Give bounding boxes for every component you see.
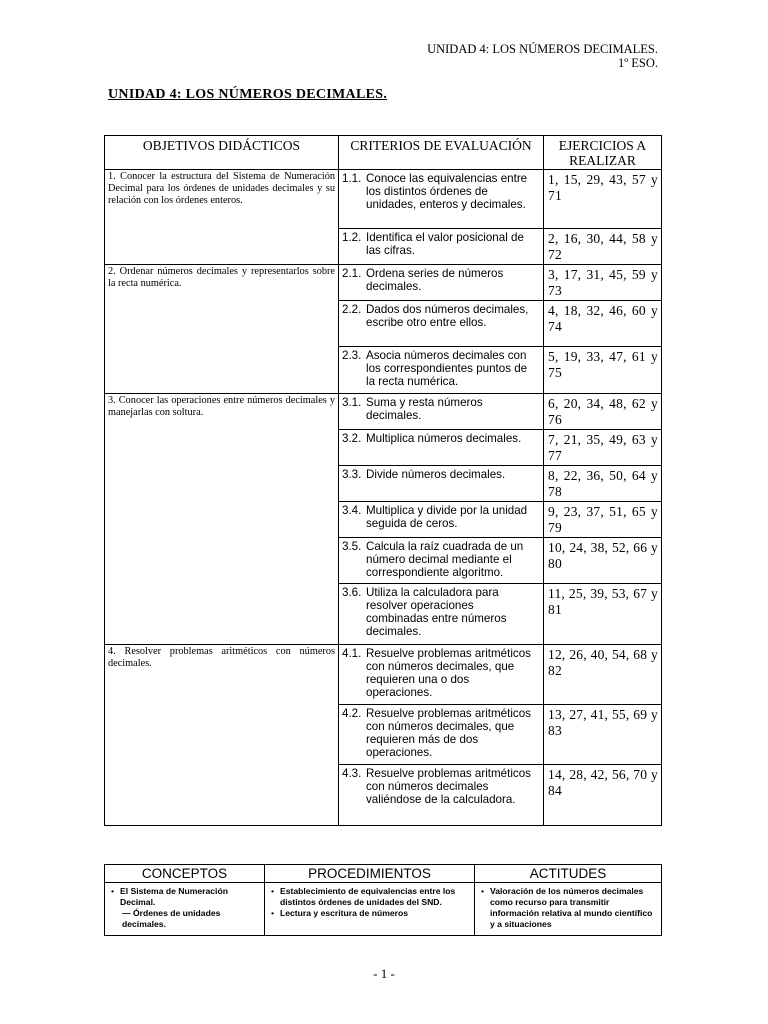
exercise-list: 3, 17, 31, 45, 59 y 73 — [544, 265, 662, 301]
criterion-number: 2.3. — [342, 349, 362, 362]
running-header — [427, 42, 658, 70]
criterion-cell — [339, 170, 544, 229]
header-unit: UNIDAD 4: LOS NÚMEROS DECIMALES. — [427, 42, 658, 56]
criterion-cell — [339, 584, 544, 645]
exercise-list: 10, 24, 38, 52, 66 y 80 — [544, 538, 662, 584]
criterion-text: Calcula la raíz cuadrada de un número decimal mediante el correspondiente algoritmo. — [366, 540, 524, 579]
procedimientos-cell — [265, 883, 475, 936]
header-procedimientos: PROCEDIMIENTOS — [265, 865, 475, 883]
conceptos-cell — [105, 883, 265, 936]
criterion-text: Ordena series de números decimales. — [366, 267, 504, 293]
criterion-cell — [339, 347, 544, 394]
criterion-text: Identifica el valor posicional de las cifras. — [366, 231, 524, 257]
objective-1: 1. Conocer la estructura del Sistema de Numeración Decimal para los órdenes de unidades decimales y su relación con los órdenes enteros. — [105, 170, 339, 265]
criterion-text: Resuelve problemas aritméticos con números decimales, que requieren una o dos operaciones. — [366, 647, 531, 699]
actitudes-cell — [475, 883, 662, 936]
criterion-number: 3.1. — [342, 396, 362, 409]
objective-3: 3. Conocer las operaciones entre números decimales y manejarlas con soltura. — [105, 394, 339, 645]
criterion-number: 3.3. — [342, 468, 362, 481]
content-table — [104, 864, 662, 936]
criterion-cell — [339, 430, 544, 466]
exercise-list: 1, 15, 29, 43, 57 y 71 — [544, 170, 662, 229]
objectives-table — [104, 135, 662, 826]
criterion-text: Resuelve problemas aritméticos con números decimales valiéndose de la calculadora. — [366, 767, 531, 806]
criterion-text: Multiplica números decimales. — [366, 432, 522, 445]
criterion-number: 4.1. — [342, 647, 362, 660]
exercise-list: 7, 21, 35, 49, 63 y 77 — [544, 430, 662, 466]
criterion-cell — [339, 705, 544, 765]
header-actitudes: ACTITUDES — [475, 865, 662, 883]
exercise-list: 14, 28, 42, 56, 70 y 84 — [544, 765, 662, 826]
criterion-cell — [339, 265, 544, 301]
table-row — [105, 645, 662, 705]
objective-4: 4. Resolver problemas aritméticos con números decimales. — [105, 645, 339, 826]
criterion-number: 2.2. — [342, 303, 362, 316]
exercise-list: 8, 22, 36, 50, 64 y 78 — [544, 466, 662, 502]
exercise-list: 9, 23, 37, 51, 65 y 79 — [544, 502, 662, 538]
table-header-row — [105, 865, 662, 883]
list-item: • El Sistema de Numeración Decimal. — [120, 886, 259, 908]
criterion-text: Divide números decimales. — [366, 468, 506, 481]
criterion-number: 3.2. — [342, 432, 362, 445]
criterion-number: 3.6. — [342, 586, 362, 599]
page-number: - 1 - — [373, 966, 395, 981]
exercise-list: 6, 20, 34, 48, 62 y 76 — [544, 394, 662, 430]
header-criterios: CRITERIOS DE EVALUACIÓN — [339, 136, 544, 170]
list-item: • Lectura y escritura de números — [280, 908, 469, 919]
header-conceptos: CONCEPTOS — [105, 865, 265, 883]
criterion-text: Multiplica y divide por la unidad seguida de ceros. — [366, 504, 528, 530]
criterion-text: Suma y resta números decimales. — [366, 396, 483, 422]
criterion-text: Dados dos números decimales, escribe otro entre ellos. — [366, 303, 529, 329]
page-title: UNIDAD 4: LOS NÚMEROS DECIMALES. — [108, 87, 388, 102]
criterion-number: 3.4. — [342, 504, 362, 517]
criterion-cell — [339, 229, 544, 265]
objective-2: 2. Ordenar números decimales y representarlos sobre la recta numérica. — [105, 265, 339, 394]
exercise-list: 5, 19, 33, 47, 61 y 75 — [544, 347, 662, 394]
criterion-number: 3.5. — [342, 540, 362, 553]
criterion-number: 1.1. — [342, 172, 362, 185]
criterion-text: Asocia números decimales con los correspondientes puntos de la recta numérica. — [366, 349, 528, 388]
table-header-row — [105, 136, 662, 170]
table-row — [105, 265, 662, 301]
criterion-cell — [339, 765, 544, 826]
exercise-list: 12, 26, 40, 54, 68 y 82 — [544, 645, 662, 705]
criterion-number: 4.3. — [342, 767, 362, 780]
criterion-text: Resuelve problemas aritméticos con números decimales, que requieren más de dos operaciones. — [366, 707, 531, 759]
table-row — [105, 170, 662, 229]
list-item: • Establecimiento de equivalencias entre los distintos órdenes de unidades del SND. — [280, 886, 469, 908]
criterion-text: Conoce las equivalencias entre los distintos órdenes de unidades, enteros y decimales. — [366, 172, 528, 211]
criterion-cell — [339, 645, 544, 705]
exercise-list: 11, 25, 39, 53, 67 y 81 — [544, 584, 662, 645]
criterion-text: Utiliza la calculadora para resolver operaciones combinadas entre números decimales. — [366, 586, 507, 638]
criterion-cell — [339, 538, 544, 584]
criterion-cell — [339, 466, 544, 502]
criterion-number: 2.1. — [342, 267, 362, 280]
criterion-cell — [339, 301, 544, 347]
header-ejercicios: EJERCICIOS A REALIZAR — [544, 136, 662, 170]
exercise-list: 4, 18, 32, 46, 60 y 74 — [544, 301, 662, 347]
header-objetivos: OBJETIVOS DIDÁCTICOS — [105, 136, 339, 170]
exercise-list: 2, 16, 30, 44, 58 y 72 — [544, 229, 662, 265]
list-item: • Valoración de los números decimales como recurso para transmitir información relativa al mundo científico y a situaciones — [490, 886, 656, 930]
criterion-cell — [339, 502, 544, 538]
table-row — [105, 883, 662, 936]
criterion-number: 1.2. — [342, 231, 362, 244]
header-course: 1º ESO. — [618, 56, 658, 70]
table-row — [105, 394, 662, 430]
exercise-list: 13, 27, 41, 55, 69 y 83 — [544, 705, 662, 765]
criterion-cell — [339, 394, 544, 430]
criterion-number: 4.2. — [342, 707, 362, 720]
list-subitem: — Órdenes de unidades decimales. — [122, 908, 221, 929]
